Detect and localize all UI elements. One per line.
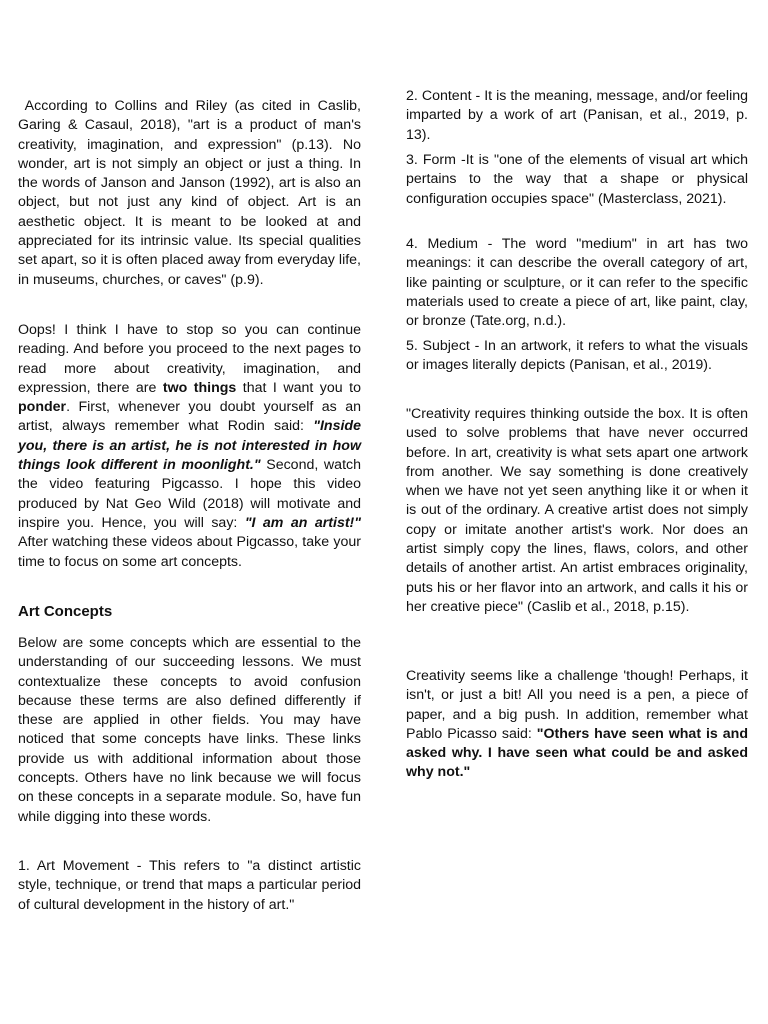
intro-paragraph: [18, 97, 361, 290]
ponder-text-2: that I want you to: [236, 379, 361, 396]
two-things-bold: two things: [162, 379, 237, 396]
creativity-quote-paragraph: "Creativity requires thinking outside the box. It is often used to solve problems that have never occurred before. In art, creativity is what sets apart one artwork from another. We say something is done creatively when we have not yet seen anything like it or when it is out of the ordinary. A creative artist does not simply copy or imitate another artist's work. Nor does an artist simply copy the lines, flaws, colors, and other details of another artist. An artist embraces originality, puts his or her flavor into an artwork, and calls it his or her creative piece" (Caslib et al., 2018, p.15).: [406, 406, 748, 615]
ponder-text-4: Second, watch the video featuring Pigcasso. I hope this video produced by Nat Geo Wild (2018) will motivate and inspire you. Hence, you will say:: [18, 457, 361, 531]
rodin-quote: "Inside you, there is an artist, he is not interested in how things look different in moonlight.": [18, 418, 361, 474]
ponder-text-3: . First, whenever you doubt yourself as an artist, always remember what Rodin said:: [18, 399, 361, 435]
content-item: 2. Content - It is the meaning, message, and/or feeling imparted by a work of art (Panisan, et al., 2019, p. 13).: [406, 88, 748, 143]
concepts-intro-paragraph: Below are some concepts which are essential to the understanding of our succeeding lessons. We must contextualize these concepts to avoid confusion because these terms are also defined differently if these are applied in other fields. You may have noticed that some concepts have links. These links provide us with additional information about those concepts. Others have no link because we will focus on these concepts in a separate module. So, have fun while digging into these words.: [18, 635, 361, 825]
subject-item: 5. Subject - In an artwork, it refers to what the visuals or images literally depicts (Panisan, et al., 2019).: [406, 338, 748, 374]
medium-item: 4. Medium - The word "medium" in art has two meanings: it can describe the overall category of art, like painting or sculpture, or it can refer to the specific materials used to create a piece of art, like paint, clay, or bronze (Tate.org, n.d.).: [406, 236, 748, 330]
art-concepts-heading: Art Concepts: [18, 603, 113, 620]
ponder-paragraph: [18, 321, 361, 572]
ponder-text-1: Oops! I think I have to stop so you can continue reading. And before you proceed to the next pages to read more about creativity, imagination, and expression, there are: [18, 322, 361, 396]
picasso-quote: "Others have seen what is and asked why. I have seen what could be and asked why not.": [406, 725, 748, 781]
intro-paragraph-text: According to Collins and Riley (as cited in Caslib, Garing & Casaul, 2018), "art is a product of man's creativity, imagination, and expression" (p.13). No wonder, art is not simply an object or just a thing. In the words of Janson and Janson (1992), art is also an object, but not just any kind of object. Art is an aesthetic object. It is meant to be looked at and appreciated for its intrinsic value. Its special qualities set apart, so it is often placed away from everyday life, in museums, churches, or caves" (p.9).: [18, 98, 361, 288]
closing-paragraph: [406, 667, 748, 783]
ponder-text-5: After watching these videos about Pigcasso, take your time to focus on some art concepts.: [18, 534, 361, 570]
art-movement-item: 1. Art Movement - This refers to "a distinct artistic style, technique, or trend that maps a particular period of cultural development in the history of art.": [18, 858, 361, 913]
closing-text: Creativity seems like a challenge 'though! Perhaps, it isn't, or just a bit! All you need is a pen, a piece of paper, and a big push. In addition, remember what Pablo Picasso said:: [406, 668, 748, 742]
ponder-bold: ponder: [18, 399, 67, 416]
i-am-an-artist-quote: "I am an artist!": [244, 514, 362, 531]
form-item: 3. Form -It is "one of the elements of visual art which pertains to the way that a shape or physical configuration occupies space" (Masterclass, 2021).: [406, 152, 748, 207]
